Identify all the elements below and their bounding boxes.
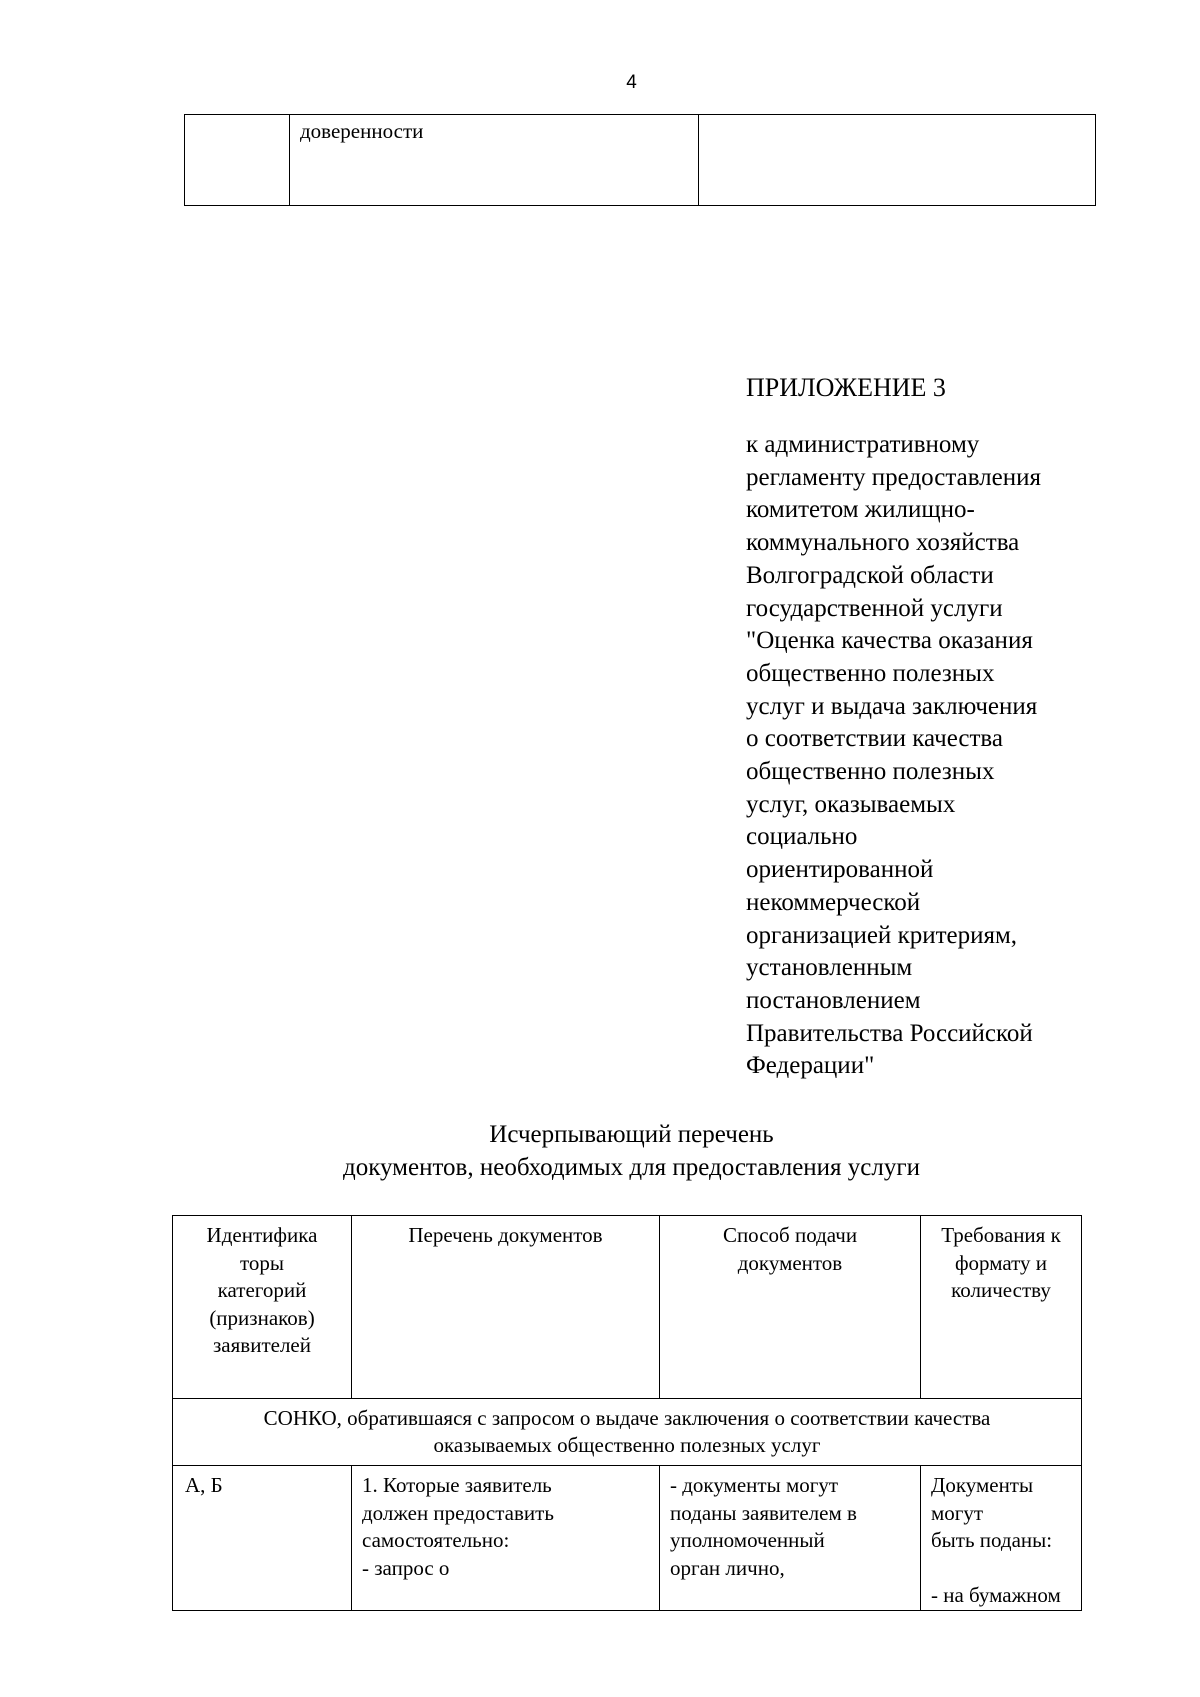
- category-line-1: СОНКО, обратившаяся с запросом о выдаче заключения о соответствии качества: [263, 1405, 991, 1430]
- appendix-title: ПРИЛОЖЕНИЕ 3: [746, 373, 946, 402]
- appendix-line: ориентированной: [746, 856, 934, 884]
- cell-identifiers: А, Б: [173, 1466, 352, 1611]
- cell-line: количеству: [951, 1278, 1051, 1302]
- appendix-line: Федерации": [746, 1052, 875, 1080]
- appendix-line: к административному: [746, 431, 980, 458]
- cell-line: самостоятельно:: [362, 1528, 510, 1552]
- appendix-line: социально: [746, 823, 858, 851]
- cell-line: орган лично,: [670, 1555, 785, 1580]
- table-row: [185, 115, 1096, 206]
- cell-line: [931, 1555, 1071, 1583]
- header-documents-list: [352, 1216, 660, 1399]
- category-row: [173, 1399, 1082, 1466]
- appendix-line: регламенту предоставления: [746, 463, 1042, 491]
- cell-submission: [660, 1466, 921, 1611]
- cell-line: - документы могут: [670, 1473, 839, 1497]
- category-line-2: оказываемых общественно полезных услуг: [433, 1433, 821, 1457]
- appendix-line: общественно полезных: [746, 659, 995, 687]
- cell-line: - запрос о: [362, 1555, 450, 1580]
- cell-line: должен предоставить: [362, 1500, 554, 1525]
- table-cell-empty: [699, 115, 1096, 206]
- cell-line: Идентифика: [206, 1223, 318, 1247]
- header-submission-method: [660, 1216, 921, 1399]
- appendix-line: коммунального хозяйства: [746, 529, 1020, 557]
- cell-line: формату и: [954, 1250, 1048, 1275]
- appendix-line: Волгоградской области: [746, 561, 994, 589]
- header-applicant-categories: [173, 1216, 352, 1399]
- appendix-line: Правительства Российской: [746, 1019, 1033, 1047]
- documents-table: [172, 1215, 1082, 1611]
- appendix-line: о соответствии качества: [746, 725, 1004, 753]
- category-cell: [173, 1399, 1082, 1466]
- cell-line: торы: [239, 1250, 284, 1275]
- continued-table: [184, 114, 1096, 206]
- appendix-line: установленным: [746, 954, 913, 982]
- cell-line: Требования к: [941, 1223, 1061, 1247]
- table-cell-empty: [185, 115, 290, 206]
- appendix-text: [746, 429, 1106, 1083]
- appendix-line: услуг, оказываемых: [746, 790, 956, 818]
- cell-line: уполномоченный: [670, 1528, 825, 1552]
- appendix-block: [746, 373, 1106, 1083]
- appendix-line: государственной услуги: [746, 594, 1003, 622]
- cell-line: быть поданы:: [931, 1528, 1053, 1552]
- table-row: [173, 1466, 1082, 1611]
- cell-line: категорий: [217, 1278, 307, 1302]
- page-number: 4: [626, 72, 637, 93]
- header-format-requirements: [921, 1216, 1082, 1399]
- cell-line: документов: [737, 1250, 843, 1275]
- title-line-1: Исчерпывающий перечень: [489, 1121, 774, 1148]
- appendix-line: постановлением: [746, 986, 921, 1014]
- document-list-title: [0, 1118, 1200, 1184]
- appendix-line: организацией критериям,: [746, 921, 1018, 949]
- table-cell-text: доверенности: [290, 115, 699, 206]
- cell-line: (признаков): [209, 1305, 315, 1330]
- appendix-line: некоммерческой: [746, 888, 921, 916]
- cell-line: Документы могут: [931, 1473, 1034, 1525]
- cell-line: - на бумажном: [931, 1583, 1061, 1607]
- cell-line: поданы заявителем в: [670, 1500, 857, 1525]
- appendix-line: "Оценка качества оказания: [746, 627, 1033, 655]
- appendix-line: комитетом жилищно-: [746, 496, 975, 524]
- cell-requirements: [921, 1466, 1082, 1611]
- cell-line: Перечень документов: [408, 1223, 603, 1247]
- cell-line: заявителей: [213, 1333, 311, 1357]
- table-header-row: [173, 1216, 1082, 1399]
- cell-line: 1. Которые заявитель: [362, 1473, 552, 1497]
- title-line-2: документов, необходимых для предоставления услуги: [342, 1154, 921, 1181]
- appendix-line: услуг и выдача заключения: [746, 692, 1038, 720]
- appendix-line: общественно полезных: [746, 758, 995, 786]
- cell-documents: [352, 1466, 660, 1611]
- cell-line: Способ подачи: [722, 1223, 858, 1247]
